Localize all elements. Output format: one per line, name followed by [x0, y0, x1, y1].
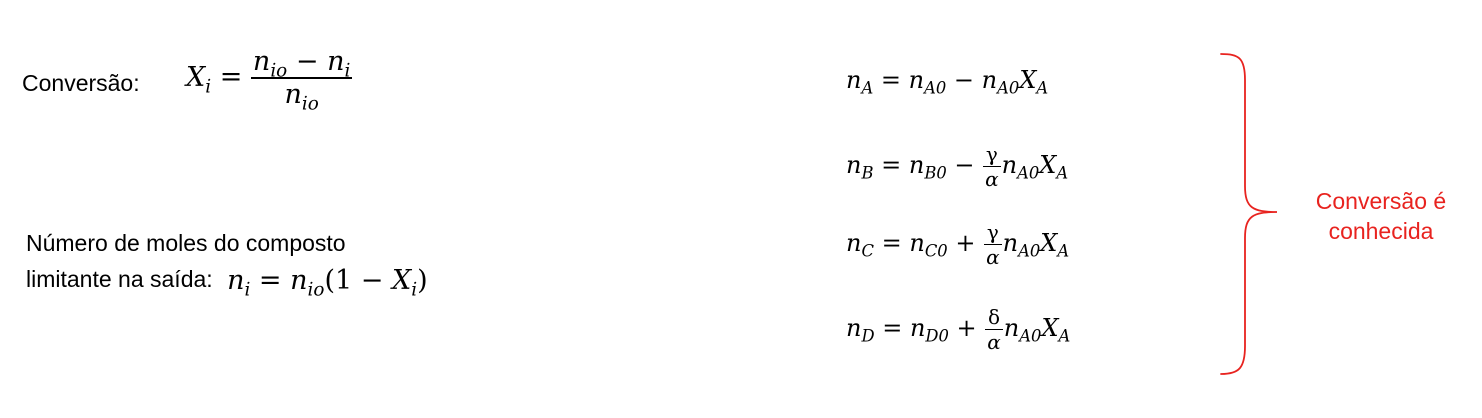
equation-d-coefficient: $\frac{\delta}{\alpha}$ — [987, 305, 1001, 354]
brace-note-line-2: conhecida — [1328, 217, 1434, 244]
moles-formula: $n_i = n_{io}(1 - X_i)$ — [227, 265, 428, 301]
brace-note-line-1: Conversão é — [1315, 188, 1447, 214]
equation-c-coefficient: $\frac{\gamma}{\alpha}$ — [986, 220, 1000, 269]
conversion-numerator: $n_{io} - n_i$ — [252, 46, 351, 82]
red-curly-brace — [1215, 50, 1285, 380]
conversion-label: Conversão: — [22, 70, 140, 96]
equation-b-coefficient: $\frac{\gamma}{\alpha}$ — [985, 142, 999, 191]
moles-line-1: Número de moles do composto — [26, 230, 346, 256]
brace-note — [1296, 188, 1466, 245]
conversion-fraction — [251, 46, 352, 115]
equation-a: $n_A = n_{A0} - n_{A0}X_A$ — [846, 66, 1049, 98]
equation-d: $n_D = n_{D0}$ + $\frac{\delta}{\alpha}$ $n_{A0}X_A$ — [846, 305, 1071, 354]
moles-line-2 — [26, 263, 428, 301]
conversion-denominator: $n_{io}$ — [251, 77, 352, 110]
equation-c: $n_C = n_{C0}$ + $\frac{\gamma}{\alpha}$ $n_{A0}X_A$ — [846, 220, 1070, 269]
equation-b: $n_B = n_{B0}$ − $\frac{\gamma}{\alpha}$ $n_{A0}X_A$ — [846, 142, 1069, 191]
moles-line-2-label: limitante na saída: — [26, 266, 213, 292]
conversion-formula: $X_i$ = $\frac{n_{io} - n_i}{n_{io}}$ — [186, 46, 351, 115]
conversion-lhs: $X_i$ — [186, 61, 212, 97]
